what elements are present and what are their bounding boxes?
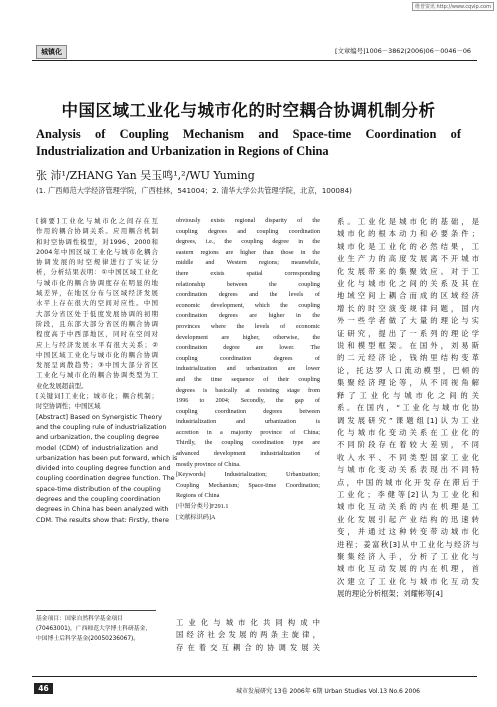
abstract-line: [摘要]工业化与城市化之间存在互 [36,217,158,225]
section-tag: 城镇化 [36,45,67,59]
abstract-en-line: and the time sequence of their coupling [176,375,320,383]
abstract-line: 大部分省区处于低度发展协调的初期 [36,309,158,318]
abstract-en-line: mostly province of China. [176,460,241,468]
abstract-line: 水平上存在很大的空间对应性。中国 [36,299,158,308]
english-title [36,126,461,160]
footnote [36,614,162,645]
abstract-en-line: relationship between the coupling [176,280,320,288]
header-rule [32,60,477,61]
body-line: 集聚经济理论等，从不同视角解 [337,378,479,388]
body-line: 论，托达罗人口流动模型，巴顿的 [337,365,479,375]
abstract-line: 域差异，在地区分布与区域经济发展 [36,289,158,298]
footer-rule [32,676,477,677]
journal-footer: 城市发展研究 13卷 2006年 6期 Urban Studies Vol.13 No.6 2006 [236,688,420,695]
abstract-en-line: coupling coordination degrees of [176,354,320,362]
body-line: 变，并通过这种转变带动城市化 [337,527,479,537]
abstract-line: 协调发展的时空规律进行了实证分 [36,258,158,267]
abstract-line: and the coupling rule of industrialization [36,422,167,431]
abstract-en-line: obviously exists regional disparity of the [176,217,320,224]
abstract-en-line: coupling degrees and coupling coordination [176,227,320,235]
abstract-en-line: Thirdly, the coupling coordination type are [176,439,320,447]
abstract-line: and urbanization, the coupling degree [36,433,160,442]
abstract-line: 业化发展超前型。 [36,381,88,390]
body-intro-column [176,617,320,654]
body-line: 城市化是工业化的必然结果，工 [337,241,479,251]
body-line: 不同阶段存在着较大差别，不同 [337,440,479,450]
abstract-en-line: advanced development industrialization of [176,450,320,458]
abstract-en-line: middle and Western regions; meanwhile, [176,259,320,267]
abstract-en-line: degrees, i.e., the coupling degree in the [176,238,320,246]
abstract-line: 析，分析结果表明：①中国区域工业化 [36,268,158,277]
abstract-line: [Abstract] Based on Synergistic Theory [36,412,162,421]
body-line: 系。在国内，“工业化与城市化协 [337,403,479,413]
abstract-en-line: there exists spatial corresponding [176,269,320,277]
abstract-en-line: coordination degrees and the levels of [176,291,320,299]
abstract-en-line: industrialization and urbanization is [176,418,320,426]
authors: 张 沛¹/ZHANG Yan 吴玉鸣¹,²/WU Yuming [36,169,255,182]
footnote-line: 基金项目：国家自然科学基金项目 [36,616,123,622]
body-text-column [337,216,479,601]
body-line: 工业化；李健等[2]认为工业化和 [337,489,479,499]
abstract-en-line: provinces where the levels of economic [176,322,320,330]
abstract-line: 阶段，且东部大部分省区的耦合协调 [36,319,158,328]
abstract-en-line: economic development, which the coupling [176,301,320,309]
abstract-line: divided into coupling degree function and [36,464,171,473]
abstract-en-line: eastern regions are higher than those in the [176,248,320,256]
document-code: [文章编号]1006－3862(2006)06－0046－06 [334,47,471,55]
abstract-line: coupling coordination degree function. The [36,474,175,483]
watermark: 维普资讯 http://www.cqvip.com [412,2,494,11]
body-line: 城市化互动发展的内在机理，首 [337,564,479,574]
body-line: 化发展带来的集聚效应。对于工 [337,266,479,276]
body-line: 调发展研究”课题组[1]认为工业 [337,415,479,425]
abstract-en-line: Regions of China [176,492,220,500]
abstract-en-line: [中图分类号]F291.1 [176,503,229,511]
body-line: 说和模型框架。在国外，刘易斯 [337,341,479,351]
body-line: 次建立了工业化与城市化互动发 [337,576,479,586]
abstract-en-line: coordination degree are lower. The [176,344,320,352]
abstract-column [36,216,178,525]
english-title-line-1: Analysis of Coupling Mechanism and Space-time Coordination of [36,127,461,141]
abstract-en-line: [文献标识码]A [176,513,216,521]
abstract-en-line: [Keywords] Industrialization; Urbanization; [176,471,320,479]
body-line: 增长的时空演变规律问题，国内 [337,303,479,313]
body-line: 业化与城市化之间的关系及其在 [337,279,479,289]
body-line: 收入水平、不同类型国家工业化 [337,452,479,462]
body-line: 与城市化变动关系表现出不同特 [337,465,479,475]
body-line: 证研究，提出了一系列的理论学 [337,328,479,338]
abstract-line: 工业化与城市化的耦合协调类型为工 [36,371,158,380]
abstract-en-line: degrees is basically at resisting stage from [176,386,320,394]
abstract-line: CDM. The results show that: Firstly, there [36,515,169,524]
abstract-line: 中国区域工业化与城市化的耦合协调 [36,350,158,359]
abstract-en-line: accretion in a majority province of China; [176,428,320,436]
abstract-line: 时空协调性；中国区域 [36,402,101,411]
abstract-line: urbanization has been put forward, which is [36,453,178,462]
abstract-line: 2004年中国区域工业化与城市化耦合 [36,247,158,256]
body-line: 展的理论分析框架；刘耀彬等[4] [337,589,443,599]
body-line: 城市化的根本动力和必要条件； [337,229,479,239]
abstract-line: 发展呈离散趋势；③中国大部分省区 [36,361,158,370]
english-title-line-2: Industrialization and Urbanization in Regions of China [36,144,329,158]
abstract-english-column [176,216,320,523]
body-line: 城市化互动关系的内在机理是工 [337,502,479,512]
body-line: 聚集经济入手，分析了工业化与 [337,551,479,561]
footnote-line: 中国博士后科学基金(20050236067)。 [36,636,140,643]
abstract-en-line: coordination degrees are higher in the [176,312,320,320]
footnote-line: (70463001)，广西师范大学博士科研基金， [36,626,152,633]
abstract-line: [关键词]工业化；城市化；耦合机制； [36,392,158,401]
body-line: 工业化与城市化共同构成中 [176,618,320,627]
body-line: 释了工业化与城市化之间的关 [337,390,479,400]
abstract-line: space-time distribution of the coupling [36,484,161,493]
footnote-rule [36,610,156,611]
abstract-line: 程度高于中西部地区，同时在空间对 [36,330,158,339]
abstract-line: 作用的耦合协调关系。应用耦合机制 [36,227,158,236]
body-line: 国经济社会发展的两条主旋律， [176,630,320,640]
abstract-en-line: coupling coordination degrees between [176,407,320,415]
abstract-line: degrees in China has been analyzed with [36,505,169,514]
body-line: 进程；姜富秋[3]从中工业化与经济与 [337,539,479,549]
page-number: 46 [34,683,53,694]
abstract-en-line: Coupling Mechanism; Space-time Coordination; [176,481,320,489]
abstract-line: model (CDM) of industrialization and [36,443,158,452]
body-line: 地域空间上耦合而成的区域经济 [337,291,479,301]
chinese-title: 中国区域工业化与城市化的时空耦合协调机制分析 [61,101,436,120]
body-line: 化与城市化变动关系在工业化的 [337,427,479,437]
body-line: 系。工业化是城市化的基础，是 [337,217,479,226]
body-line: 存在着交互耦合的协调发展关 [176,642,320,652]
body-line: 业生产力的高度发展离不开城市 [337,254,479,264]
abstract-en-line: industrialization and urbanization are lower [176,365,320,373]
body-line: 外一些学者做了大量的理论与实 [337,316,479,326]
abstract-en-line: development are higher, otherwise, the [176,333,320,341]
abstract-line: 和时空协调性模型，对1996、2000和 [36,237,158,246]
abstract-line: 与城市化的耦合协调度存在明显的地 [36,278,158,287]
affiliation: (1. 广西师范大学经济管理学院，广西桂林，541004；2. 清华大学公共管理学院，北京，100084) [36,186,352,195]
abstract-line: 应上与经济发展水平有很大关系；② [36,340,158,349]
body-line: 的二元经济论，钱纳里结构变革 [337,353,479,363]
body-line: 点，中国的城市化开发存在滞后于 [337,477,479,487]
abstract-line: degrees and the coupling coordination [36,495,161,504]
body-line: 业化发展引起产业结构的迅速转 [337,514,479,524]
abstract-en-line: 1996 to 2004; Secondly, the gap of [176,397,320,405]
